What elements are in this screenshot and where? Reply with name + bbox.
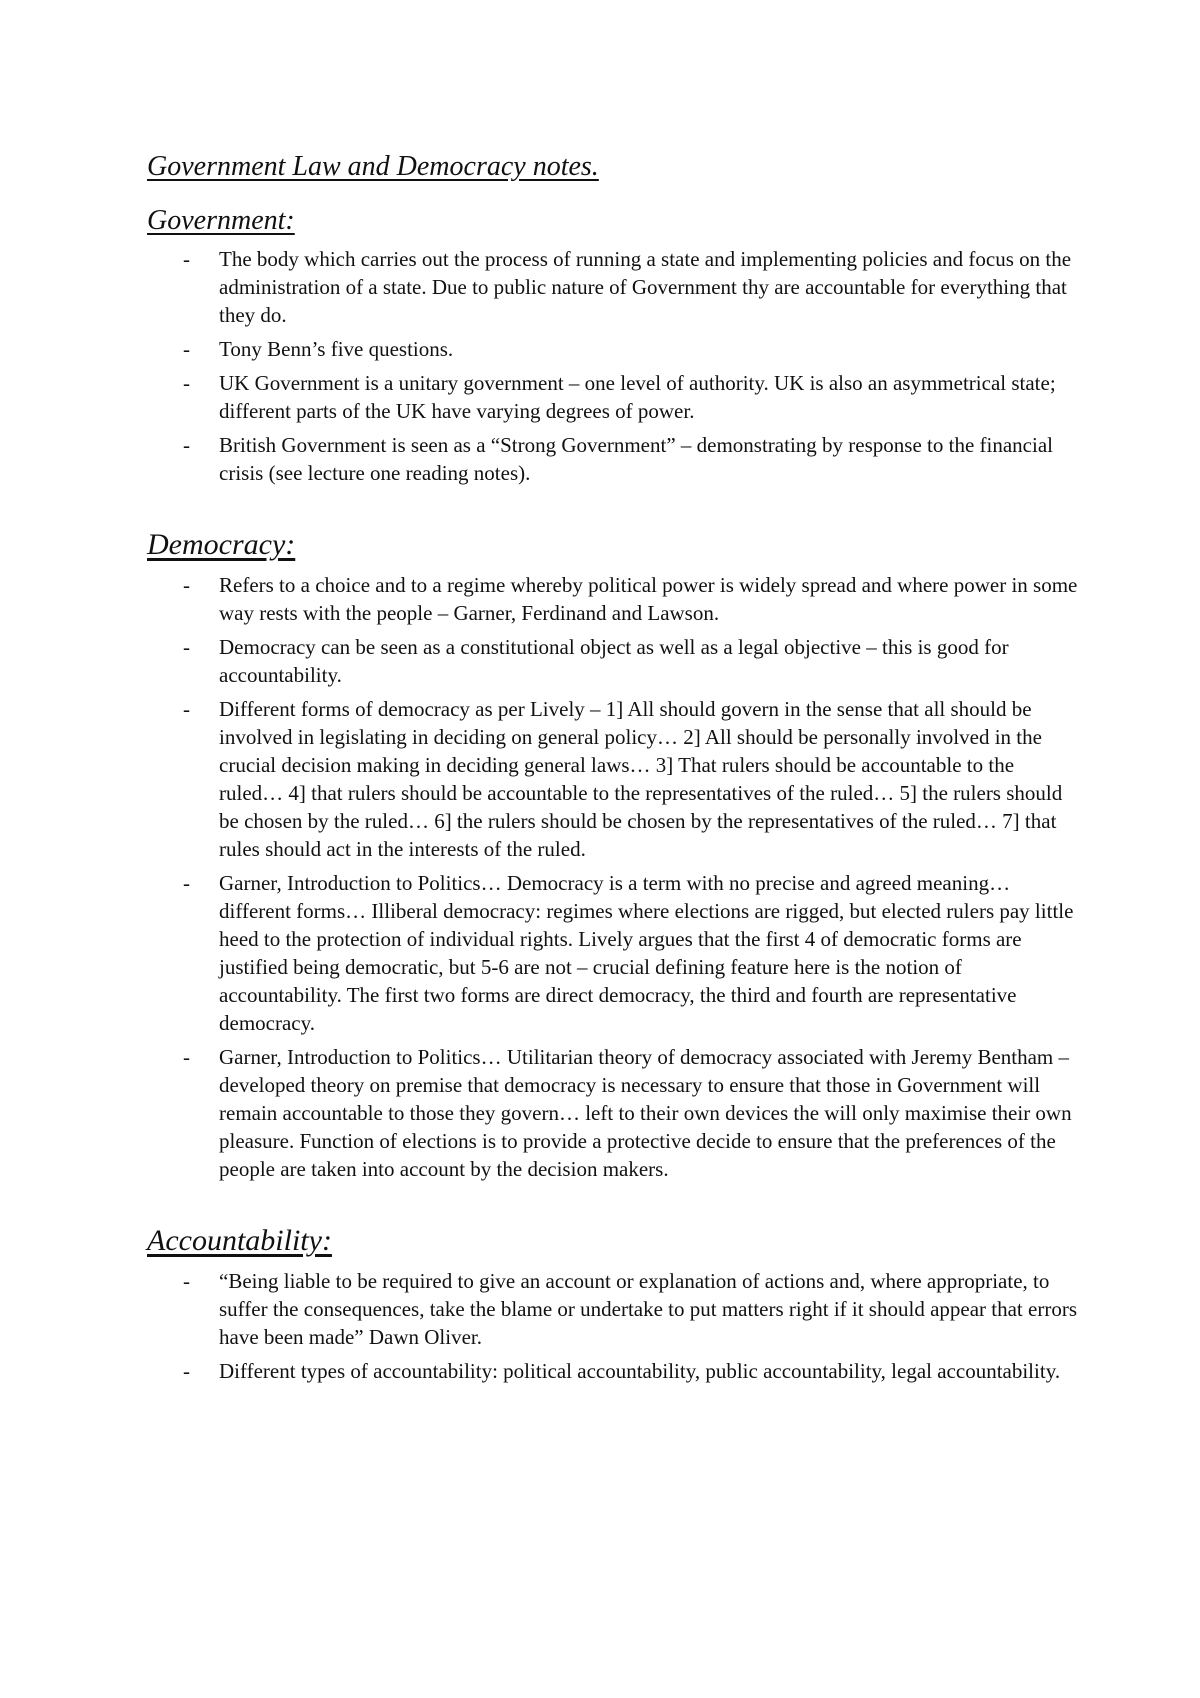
bullet-dash: -: [183, 871, 190, 896]
list-item: [147, 633, 1080, 689]
section-heading-government: Government:: [147, 204, 295, 236]
bullet-dash: -: [183, 433, 190, 458]
section-government: [147, 204, 1080, 488]
bullet-dash: -: [183, 697, 190, 722]
bullet-dash: -: [183, 1269, 190, 1294]
list-item: [147, 1357, 1080, 1385]
bullet-text: Different forms of democracy as per Lively – 1] All should govern in the sense that all should be involved in legislating in deciding on general policy… 2] All should be personally involved in the crucial decision making in deciding general laws… 3] That rulers should be accountable to the ruled… 4] that rulers should be accountable to the representatives of the ruled… 5] the rulers should be chosen by the ruled… 6] the rulers should be chosen by the representatives of the ruled… 7] that rules should act in the interests of the ruled.: [219, 697, 1063, 862]
bullet-dash: -: [183, 337, 190, 362]
list-item: [147, 695, 1080, 863]
bullet-dash: -: [183, 247, 190, 272]
bullet-dash: -: [183, 371, 190, 396]
bullet-text: Refers to a choice and to a regime whereby political power is widely spread and where power in some way rests with the people – Garner, Ferdinand and Lawson.: [219, 573, 1078, 626]
accountability-bullet-list: [147, 1267, 1080, 1385]
bullet-text: Garner, Introduction to Politics… Democracy is a term with no precise and agreed meaning… different forms… Illiberal democracy: regimes where elections are rigged, but elected rulers pay little heed to the protection of individual rights. Lively argues that the first 4 of democratic forms are justified being democratic, but 5-6 are not – crucial defining feature here is the notion of accountability. The first two forms are direct democracy, the third and fourth are representative democracy.: [219, 871, 1074, 1036]
democracy-bullet-list: [147, 571, 1080, 1183]
section-democracy: [147, 527, 1080, 1183]
list-item: [147, 869, 1080, 1037]
section-heading-democracy: Democracy:: [147, 528, 296, 562]
list-item: [147, 245, 1080, 329]
list-item: [147, 369, 1080, 425]
bullet-text: British Government is seen as a “Strong Government” – demonstrating by response to the financial crisis (see lecture one reading notes).: [219, 433, 1053, 486]
list-item: [147, 1043, 1080, 1183]
bullet-text: Different types of accountability: political accountability, public accountability, legal accountability.: [219, 1359, 1061, 1384]
list-item: [147, 571, 1080, 627]
bullet-text: Tony Benn’s five questions.: [219, 337, 454, 362]
bullet-text: “Being liable to be required to give an account or explanation of actions and, where appropriate, to suffer the consequences, take the blame or undertake to put matters right if it should appear that errors have been made” Dawn Oliver.: [219, 1269, 1077, 1350]
list-item: [147, 431, 1080, 487]
list-item: [147, 335, 1080, 363]
list-item: [147, 1267, 1080, 1351]
section-accountability: [147, 1223, 1080, 1385]
bullet-dash: -: [183, 1359, 190, 1384]
bullet-text: Democracy can be seen as a constitutional object as well as a legal objective – this is good for accountability.: [219, 635, 1009, 688]
government-bullet-list: [147, 245, 1080, 487]
bullet-text: The body which carries out the process of running a state and implementing policies and focus on the administration of a state. Due to public nature of Government thy are accountable for everything that they do.: [219, 247, 1072, 328]
bullet-text: Garner, Introduction to Politics… Utilitarian theory of democracy associated with Jeremy Bentham – developed theory on premise that democracy is necessary to ensure that those in Government will remain accountable to those they govern… left to their own devices the will only maximise their own pleasure. Function of elections is to provide a protective decide to ensure that the preferences of the people are taken into account by the decision makers.: [219, 1045, 1072, 1182]
bullet-text: UK Government is a unitary government – one level of authority. UK is also an asymmetrical state; different parts of the UK have varying degrees of power.: [219, 371, 1056, 424]
bullet-dash: -: [183, 573, 190, 598]
document-title: Government Law and Democracy notes.: [147, 151, 599, 182]
bullet-dash: -: [183, 635, 190, 660]
bullet-dash: -: [183, 1045, 190, 1070]
section-heading-accountability: Accountability:: [147, 1224, 332, 1258]
